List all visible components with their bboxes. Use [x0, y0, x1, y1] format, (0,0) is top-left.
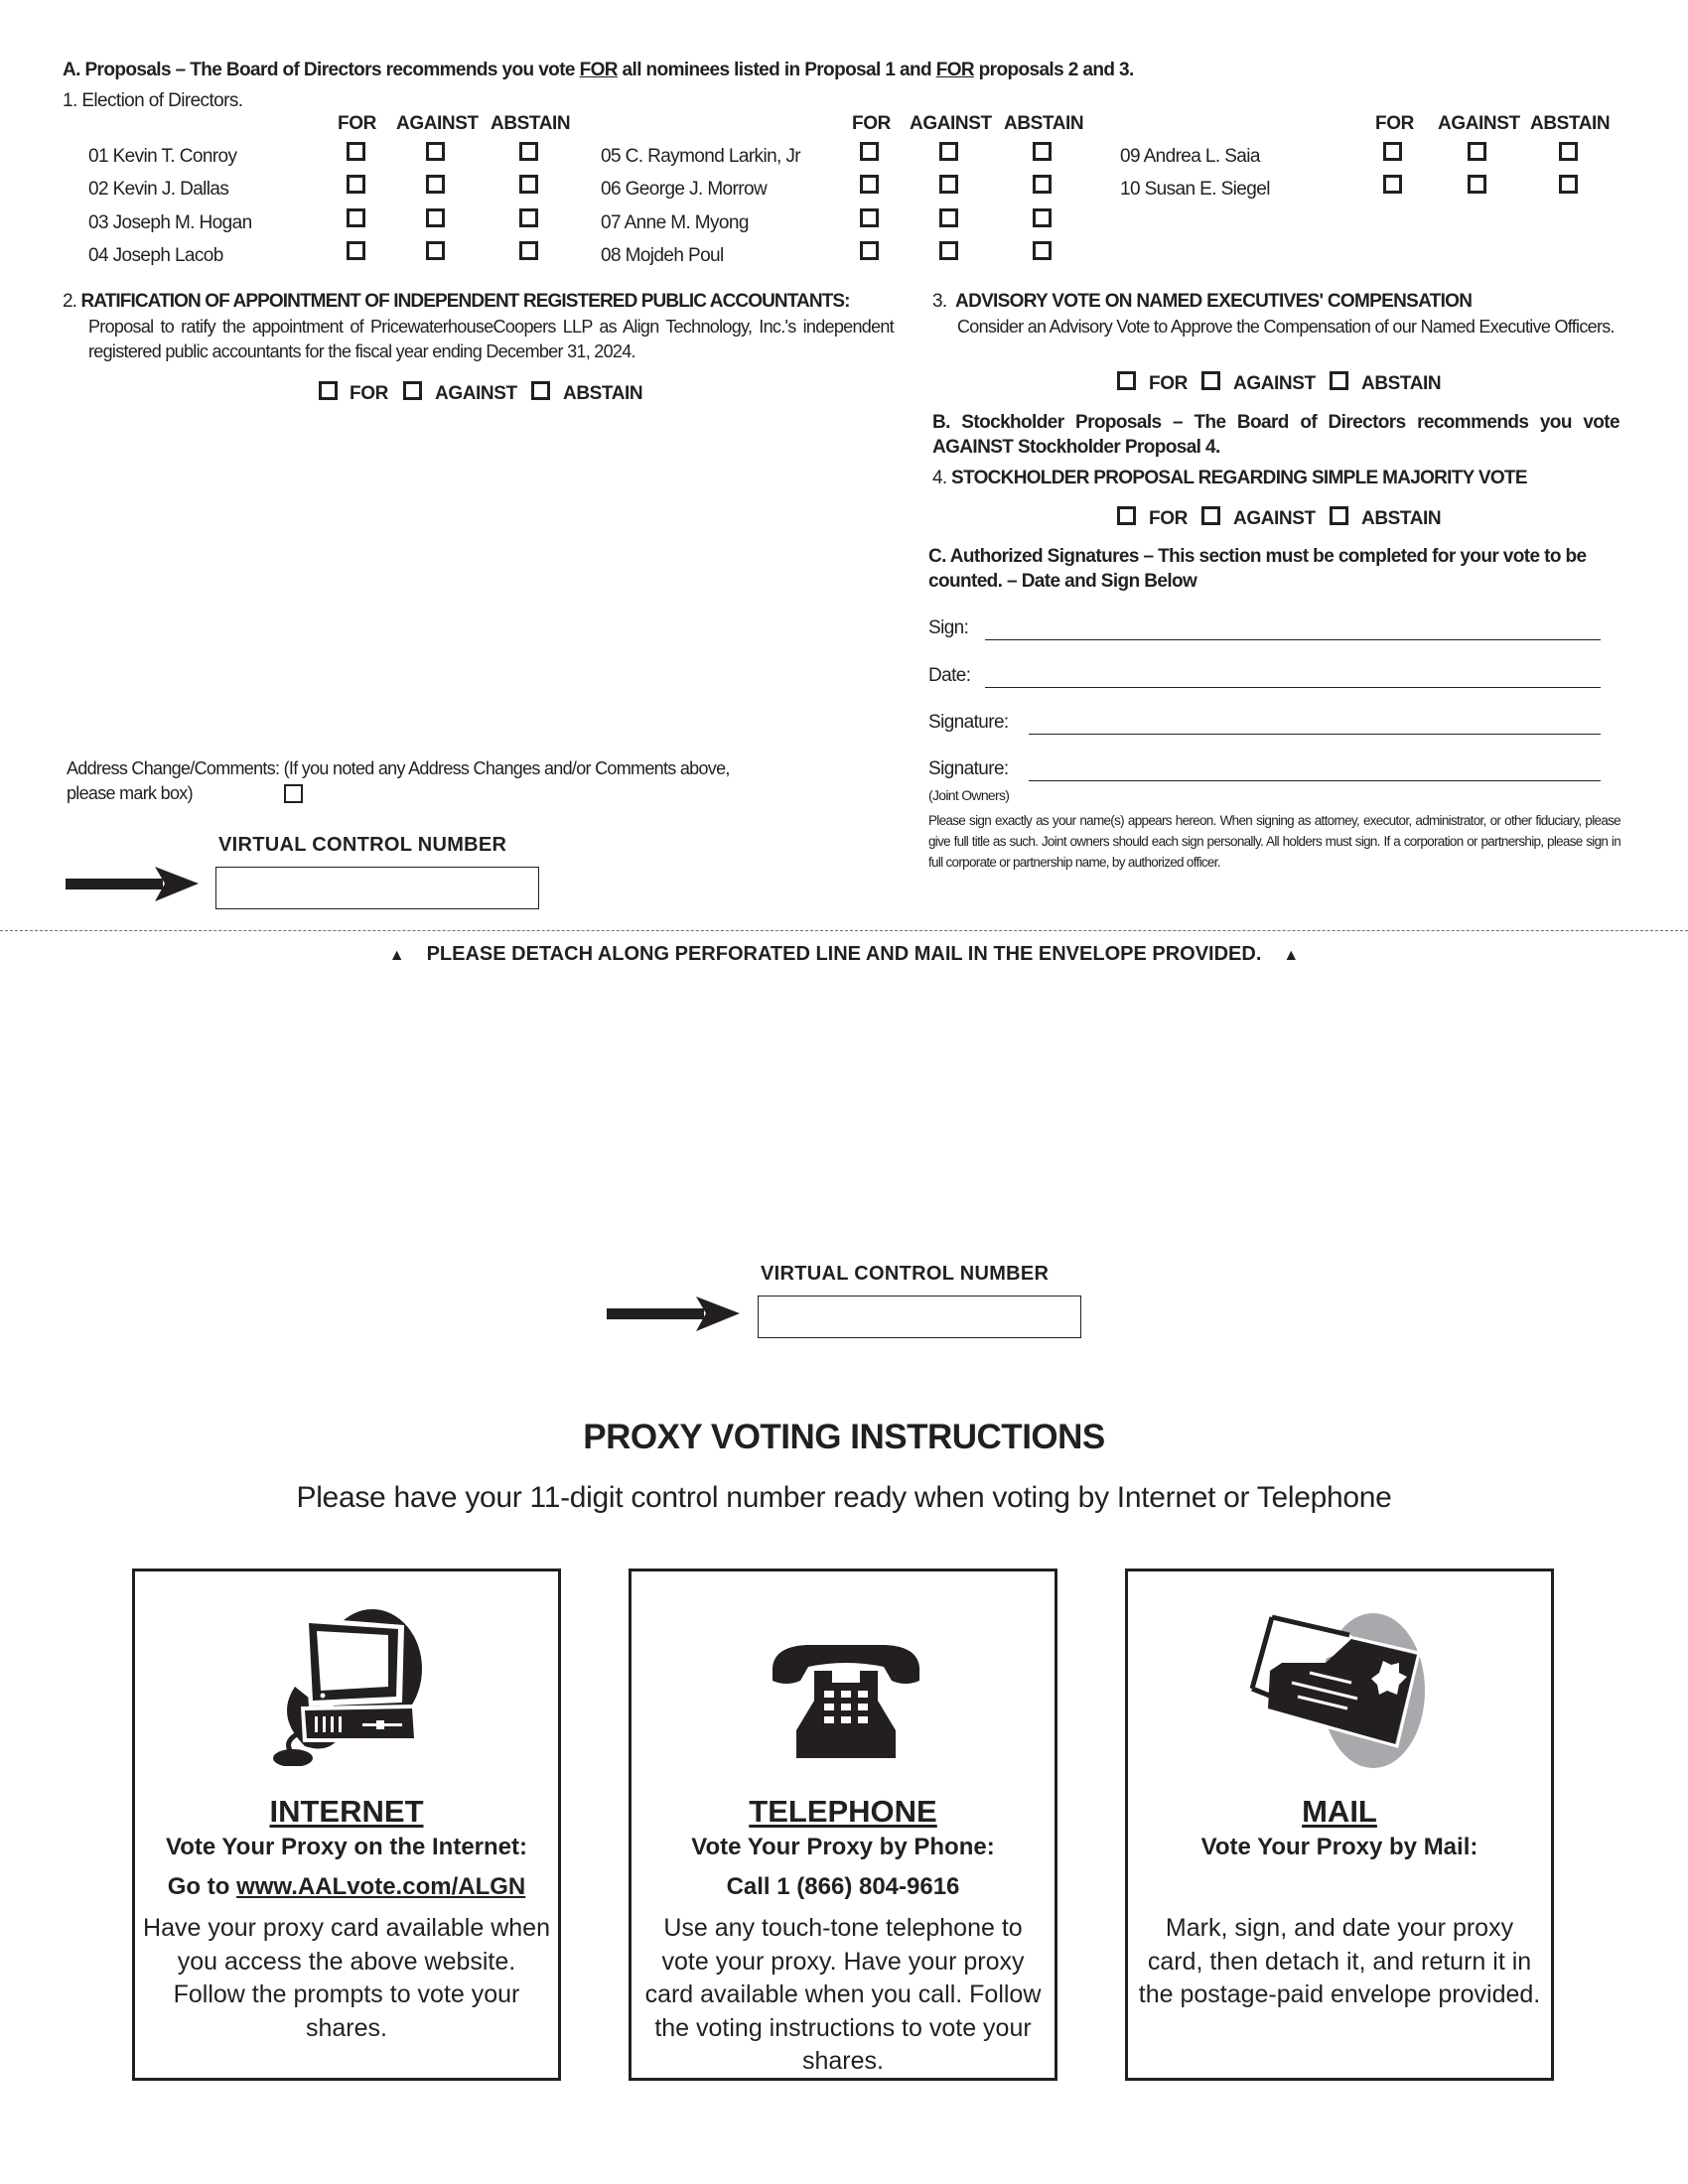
proposal-4-for-checkbox[interactable] — [1117, 506, 1136, 525]
nominee-07-for-checkbox[interactable] — [860, 208, 879, 227]
proposal-2-abstain-label: ABSTAIN — [563, 383, 643, 404]
telephone-method-box — [629, 1569, 1057, 2081]
mail-method-box — [1125, 1569, 1554, 2081]
instructions-subtitle: Please have your 11-digit control number ready when voting by Internet or Telephone — [296, 1481, 1392, 1514]
proposal-3-against-label: AGAINST — [1233, 373, 1316, 394]
nominee-10-against-checkbox[interactable] — [1468, 175, 1486, 194]
nominee-08-for-checkbox[interactable] — [860, 241, 879, 260]
section-b-heading: B. Stockholder Proposals – The Board of Directors recommends you vote AGAINST Stockholder Proposal 4. — [932, 412, 1619, 458]
nominee-label: 08 Mojdeh Poul — [601, 245, 724, 266]
nominee-07-against-checkbox[interactable] — [939, 208, 958, 227]
mail-body: Mark, sign, and date your proxy card, then detach it, and return it in the postage-paid envelope provided. — [1138, 1914, 1541, 2008]
proposal-2-heading: 2. RATIFICATION OF APPOINTMENT OF INDEPENDENT REGISTERED PUBLIC ACCOUNTANTS: — [63, 291, 850, 312]
proposal-3-for-label: FOR — [1149, 373, 1188, 394]
column-header-against: AGAINST — [1438, 113, 1520, 134]
nominee-02-for-checkbox[interactable] — [347, 175, 365, 194]
proposal-2-for-checkbox[interactable] — [319, 381, 338, 400]
nominee-06-abstain-checkbox[interactable] — [1033, 175, 1052, 194]
signature-joint-label: Signature: — [928, 758, 1009, 779]
section-a-heading: A. Proposals – The Board of Directors recommends you vote FOR all nominees listed in Proposal 1 and FOR proposals 2 and 3. — [63, 60, 1134, 80]
nominee-09-abstain-checkbox[interactable] — [1559, 142, 1578, 161]
column-header-abstain: ABSTAIN — [1530, 113, 1611, 134]
nominee-01-for-checkbox[interactable] — [347, 142, 365, 161]
proposal-3-heading: 3. ADVISORY VOTE ON NAMED EXECUTIVES' COMPENSATION — [932, 291, 1473, 312]
sign-label: Sign: — [928, 617, 969, 638]
virtual-control-number-field-2[interactable] — [758, 1296, 1081, 1338]
telephone-icon — [767, 1641, 925, 1760]
column-header-for: FOR — [852, 113, 891, 134]
proposal-3-against-checkbox[interactable] — [1201, 371, 1220, 390]
nominee-08-abstain-checkbox[interactable] — [1033, 241, 1052, 260]
virtual-control-number-label-2: VIRTUAL CONTROL NUMBER — [761, 1263, 1050, 1285]
telephone-body: Use any touch-tone telephone to vote your proxy. Have your proxy card available when you call. Follow the voting instructions to vote your shares. — [644, 1914, 1042, 2075]
mail-title: MAIL — [1302, 1794, 1377, 1829]
telephone-number[interactable]: Call 1 (866) 804-9616 — [726, 1873, 960, 1900]
nominee-10-for-checkbox[interactable] — [1383, 175, 1402, 194]
internet-subtitle: Vote Your Proxy on the Internet: — [165, 1834, 528, 1860]
telephone-title: TELEPHONE — [749, 1794, 937, 1829]
nominee-label: 03 Joseph M. Hogan — [88, 212, 252, 233]
nominee-05-against-checkbox[interactable] — [939, 142, 958, 161]
proposal-2-description: Proposal to ratify the appointment of PricewaterhouseCoopers LLP as Align Technology, Inc.'s independent registered public accountants for the fiscal year ending December 31, 2024. — [88, 317, 894, 361]
nominee-01-against-checkbox[interactable] — [426, 142, 445, 161]
proposal-1-label: 1. Election of Directors. — [63, 90, 243, 111]
triangle-up-icon: ▲ — [388, 947, 405, 964]
nominee-02-against-checkbox[interactable] — [426, 175, 445, 194]
nominee-label: 01 Kevin T. Conroy — [88, 146, 237, 167]
instructions-title: PROXY VOTING INSTRUCTIONS — [583, 1418, 1105, 1456]
proposal-3-abstain-checkbox[interactable] — [1330, 371, 1348, 390]
virtual-control-number-field[interactable] — [215, 867, 539, 909]
sign-line[interactable] — [985, 639, 1601, 640]
proposal-4-abstain-label: ABSTAIN — [1361, 508, 1442, 529]
computer-icon — [265, 1607, 434, 1766]
internet-title: INTERNET — [269, 1794, 424, 1829]
nominee-label: 04 Joseph Lacob — [88, 245, 223, 266]
address-change-checkbox[interactable] — [284, 784, 303, 803]
proposal-3-description: Consider an Advisory Vote to Approve the Compensation of our Named Executive Officers. — [957, 317, 1615, 337]
column-header-against: AGAINST — [396, 113, 479, 134]
nominee-03-for-checkbox[interactable] — [347, 208, 365, 227]
internet-voting-link[interactable]: www.AALvote.com/ALGN — [236, 1873, 526, 1900]
proposal-4-against-checkbox[interactable] — [1201, 506, 1220, 525]
proposal-4-against-label: AGAINST — [1233, 508, 1316, 529]
triangle-up-icon: ▲ — [1283, 947, 1300, 964]
proposal-2-against-checkbox[interactable] — [403, 381, 422, 400]
nominee-label: 06 George J. Morrow — [601, 179, 768, 200]
proposal-2-against-label: AGAINST — [435, 383, 517, 404]
joint-owners-note: (Joint Owners) — [928, 787, 1010, 803]
proposal-4-for-label: FOR — [1149, 508, 1188, 529]
nominee-01-abstain-checkbox[interactable] — [519, 142, 538, 161]
nominee-07-abstain-checkbox[interactable] — [1033, 208, 1052, 227]
column-header-abstain: ABSTAIN — [491, 113, 571, 134]
address-change-text: Address Change/Comments: (If you noted any Address Changes and/or Comments above, please mark box) — [67, 758, 730, 803]
recommendation-for-1: FOR — [579, 60, 618, 80]
signature-joint-line[interactable] — [1029, 780, 1601, 781]
nominee-label: 07 Anne M. Myong — [601, 212, 749, 233]
proposal-4-heading: 4. STOCKHOLDER PROPOSAL REGARDING SIMPLE MAJORITY VOTE — [932, 468, 1527, 488]
column-header-abstain: ABSTAIN — [1004, 113, 1084, 134]
proposal-4-abstain-checkbox[interactable] — [1330, 506, 1348, 525]
proposal-2-abstain-checkbox[interactable] — [531, 381, 550, 400]
nominee-06-for-checkbox[interactable] — [860, 175, 879, 194]
virtual-control-number-label: VIRTUAL CONTROL NUMBER — [218, 834, 507, 856]
column-header-for: FOR — [338, 113, 376, 134]
nominee-03-against-checkbox[interactable] — [426, 208, 445, 227]
column-header-for: FOR — [1375, 113, 1414, 134]
nominee-09-against-checkbox[interactable] — [1468, 142, 1486, 161]
internet-body: Have your proxy card available when you access the above website. Follow the prompts to vote your shares. — [143, 1914, 550, 2042]
detach-notice: ▲ PLEASE DETACH ALONG PERFORATED LINE AND MAIL IN THE ENVELOPE PROVIDED. ▲ — [388, 943, 1300, 965]
nominee-04-abstain-checkbox[interactable] — [519, 241, 538, 260]
internet-method-box — [132, 1569, 561, 2081]
proposal-3-for-checkbox[interactable] — [1117, 371, 1136, 390]
nominee-09-for-checkbox[interactable] — [1383, 142, 1402, 161]
date-line[interactable] — [985, 687, 1601, 688]
proposal-2-for-label: FOR — [350, 383, 388, 404]
nominee-03-abstain-checkbox[interactable] — [519, 208, 538, 227]
nominee-06-against-checkbox[interactable] — [939, 175, 958, 194]
signature-line[interactable] — [1029, 734, 1601, 735]
nominee-10-abstain-checkbox[interactable] — [1559, 175, 1578, 194]
nominee-label: 10 Susan E. Siegel — [1120, 179, 1270, 200]
nominee-04-for-checkbox[interactable] — [347, 241, 365, 260]
column-header-against: AGAINST — [910, 113, 992, 134]
arrow-right-icon — [607, 1296, 746, 1331]
mail-subtitle: Vote Your Proxy by Mail: — [1200, 1834, 1478, 1860]
recommendation-for-2: FOR — [935, 60, 974, 80]
internet-action: Go to www.AALvote.com/ALGN — [167, 1873, 526, 1900]
perforated-line — [0, 930, 1688, 931]
section-c-heading: C. Authorized Signatures – This section must be completed for your vote to be counted. – Date and Sign Below — [928, 546, 1587, 592]
date-label: Date: — [928, 665, 971, 686]
nominee-08-against-checkbox[interactable] — [939, 241, 958, 260]
proposal-3-abstain-label: ABSTAIN — [1361, 373, 1442, 394]
telephone-subtitle: Vote Your Proxy by Phone: — [691, 1834, 995, 1860]
arrow-right-icon — [66, 866, 205, 901]
signing-instructions: Please sign exactly as your name(s) appears hereon. When signing as attorney, executor, administrator, or other fiduciary, please give full title as such. Joint owners should each sign personally. All holders must sign. If a corporation or partnership, please sign in full corporate or partnership name, by authorized officer. — [928, 813, 1620, 870]
nominee-05-abstain-checkbox[interactable] — [1033, 142, 1052, 161]
nominee-04-against-checkbox[interactable] — [426, 241, 445, 260]
nominee-label: 02 Kevin J. Dallas — [88, 179, 229, 200]
signature-label: Signature: — [928, 712, 1009, 733]
nominee-label: 05 C. Raymond Larkin, Jr — [601, 146, 801, 167]
nominee-05-for-checkbox[interactable] — [860, 142, 879, 161]
nominee-02-abstain-checkbox[interactable] — [519, 175, 538, 194]
mail-envelope-icon — [1242, 1611, 1441, 1780]
nominee-label: 09 Andrea L. Saia — [1120, 146, 1260, 167]
